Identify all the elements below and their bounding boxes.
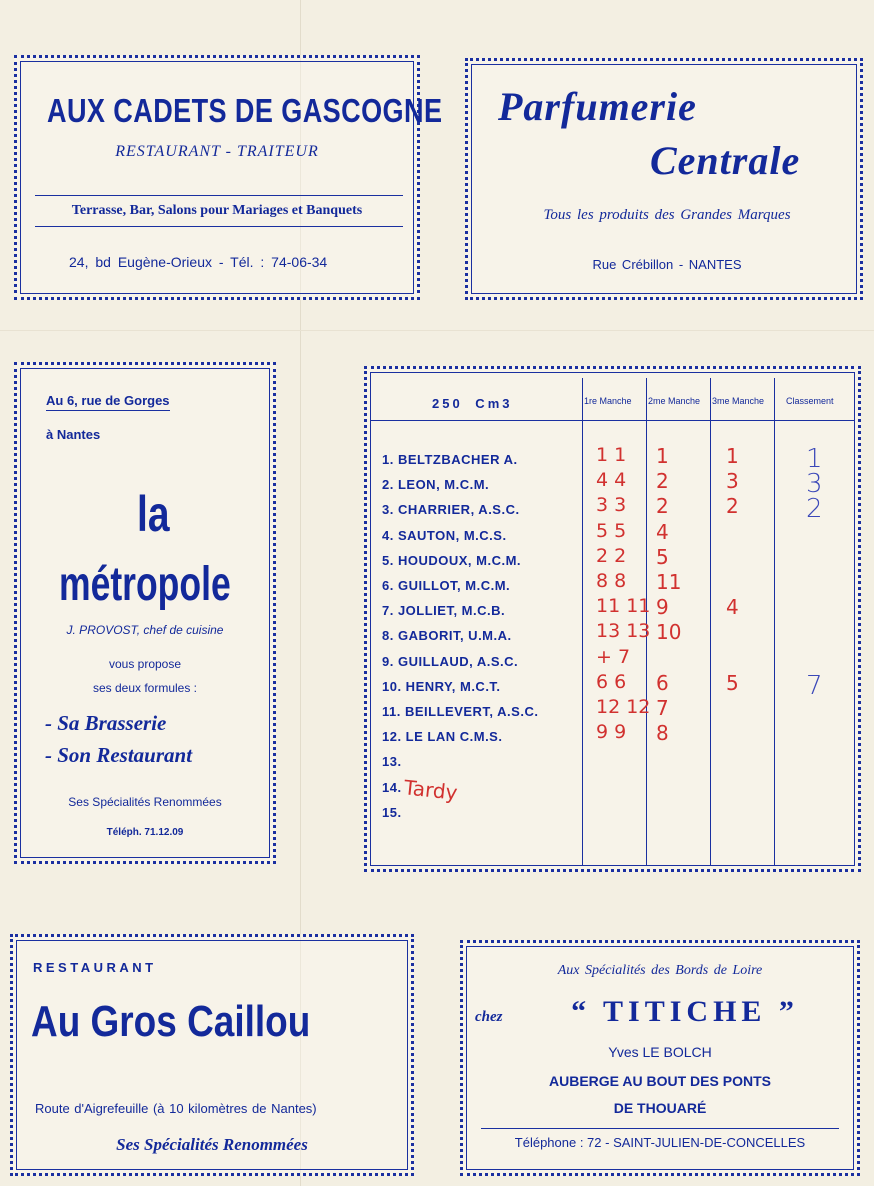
handwritten-mark: 5 (726, 670, 739, 695)
handwritten-mark: 3 (806, 469, 823, 500)
caillou-label: RESTAURANT (33, 960, 157, 975)
handwritten-mark: 3 (726, 469, 739, 494)
handwritten-name-13: Tardy (402, 775, 459, 805)
handwritten-mark: 4 (656, 519, 669, 544)
handwritten-mark: 2 2 (596, 544, 627, 567)
rider-row: 13. (382, 754, 402, 770)
titiche-phone: Téléphone : 72 - SAINT-JULIEN-DE-CONCELLES (514, 1135, 806, 1150)
handwritten-mark: 4 (726, 595, 739, 620)
caillou-address: Route d'Aigrefeuille (à 10 kilomètres de Nantes) (35, 1101, 317, 1116)
titiche-tagline: Aux Spécialités des Bords de Loire (557, 963, 763, 978)
handwritten-mark: 2 (656, 494, 669, 519)
parfumerie-tagline: Tous les produits des Grandes Marques (543, 207, 791, 223)
handwritten-mark: 3 3 (596, 494, 627, 517)
gascogne-rule-top (35, 195, 403, 196)
metropole-address1: Au 6, rue de Gorges (46, 393, 170, 411)
metropole-propose1: vous propose (108, 657, 182, 671)
results-col-divider-4 (774, 378, 775, 866)
rider-row: 4. SAUTON, M.C.S. (382, 527, 507, 543)
handwritten-mark: 1 (806, 444, 823, 474)
ad-parfumerie-centrale (465, 58, 863, 300)
paper-fold-horizontal (0, 330, 874, 331)
gascogne-title: AUX CADETS DE GASCOGNE (47, 92, 443, 129)
handwritten-mark: 6 (656, 670, 669, 695)
rider-row: 3. CHARRIER, A.S.C. (382, 502, 520, 518)
results-column-header: 2me Manche (648, 396, 701, 406)
handwritten-mark: 5 5 (596, 519, 627, 542)
handwritten-mark: 1 1 (596, 444, 627, 466)
metropole-name2: métropole (59, 558, 231, 611)
gascogne-subtitle: RESTAURANT - TRAITEUR (115, 143, 319, 160)
metropole-address2: à Nantes (46, 427, 101, 442)
results-col-divider-3 (710, 378, 711, 866)
handwritten-mark: 2 (656, 469, 669, 494)
rider-row: 15. (382, 804, 402, 820)
ad-titiche (460, 940, 860, 1176)
metropole-chef: J. PROVOST, chef de cuisine (66, 623, 224, 637)
handwritten-mark: 13 13 (596, 620, 651, 643)
metropole-formula1: - Sa Brasserie (45, 711, 167, 735)
results-category: 250 Cm3 (432, 396, 513, 411)
gascogne-address: 24, bd Eugène-Orieux - Tél. : 74-06-34 (69, 254, 328, 270)
handwritten-mark: 12 12 (596, 696, 651, 718)
handwritten-mark: 8 8 (596, 570, 627, 592)
gascogne-services: Terrasse, Bar, Salons pour Mariages et Banquets (71, 203, 363, 218)
handwritten-mark: 10 (656, 620, 682, 645)
ad-cadets-de-gascogne (14, 55, 443, 300)
results-column-header: 3me Manche (712, 396, 765, 406)
metropole-propose2: ses deux formules : (92, 681, 198, 695)
parfumerie-line2: Centrale (650, 138, 801, 183)
results-header-rule (370, 420, 854, 421)
caillou-name: Au Gros Caillou (31, 997, 311, 1046)
titiche-line1: AUBERGE AU BOUT DES PONTS (549, 1073, 771, 1089)
handwritten-mark: 1 (726, 444, 739, 468)
rider-row: 14. (382, 779, 402, 795)
handwritten-mark: + 7 (596, 645, 631, 668)
caillou-specialties: Ses Spécialités Renommées (116, 1135, 308, 1154)
results-column-header: Classement (786, 396, 834, 406)
metropole-phone: Téléph. 71.12.09 (106, 827, 184, 838)
titiche-name: “ TITICHE ” (571, 995, 799, 1028)
rider-row: 1. BELTZBACHER A. (382, 452, 518, 467)
rider-row: 9. GUILLAUD, A.S.C. (382, 653, 519, 669)
results-col-divider-1 (582, 378, 583, 866)
results-column-header: 1re Manche (584, 396, 632, 406)
rider-row: 6. GUILLOT, M.C.M. (382, 578, 511, 593)
handwritten-mark: 11 11 (596, 595, 651, 618)
titiche-owner: Yves LE BOLCH (608, 1044, 712, 1060)
titiche-line2: DE THOUARÉ (613, 1100, 707, 1116)
titiche-chez: chez (475, 1009, 503, 1025)
handwritten-mark: 7 (806, 670, 823, 701)
handwritten-mark: 5 (656, 544, 669, 569)
rider-row: 2. LEON, M.C.M. (382, 477, 490, 493)
handwritten-mark: 9 (656, 595, 669, 620)
handwritten-mark: 8 (656, 721, 669, 746)
titiche-rule (481, 1128, 839, 1129)
handwritten-mark: 7 (656, 696, 669, 720)
metropole-formula2: - Son Restaurant (45, 743, 193, 767)
handwritten-mark: 2 (806, 494, 823, 525)
handwritten-mark: 9 9 (596, 721, 627, 744)
rider-row: 12. LE LAN C.M.S. (382, 729, 503, 745)
handwritten-mark: 11 (656, 570, 682, 594)
rider-row: 10. HENRY, M.C.T. (382, 678, 501, 694)
metropole-name1: la (137, 486, 170, 542)
parfumerie-line1: Parfumerie (498, 84, 697, 129)
rider-row: 7. JOLLIET, M.C.B. (382, 603, 506, 619)
rider-row: 8. GABORIT, U.M.A. (382, 628, 512, 644)
handwritten-mark: 2 (726, 494, 739, 519)
rider-row: 5. HOUDOUX, M.C.M. (382, 552, 522, 568)
ad-au-gros-caillou (10, 934, 414, 1176)
ad-la-metropole (14, 362, 276, 864)
rider-row: 11. BEILLEVERT, A.S.C. (382, 704, 539, 719)
metropole-specialties: Ses Spécialités Renommées (68, 795, 222, 809)
parfumerie-address: Rue Crébillon - NANTES (592, 257, 742, 272)
handwritten-mark: 6 6 (596, 670, 627, 693)
handwritten-mark: 1 (656, 444, 669, 468)
gascogne-rule-bottom (35, 226, 403, 227)
handwritten-mark: 4 4 (596, 469, 627, 492)
